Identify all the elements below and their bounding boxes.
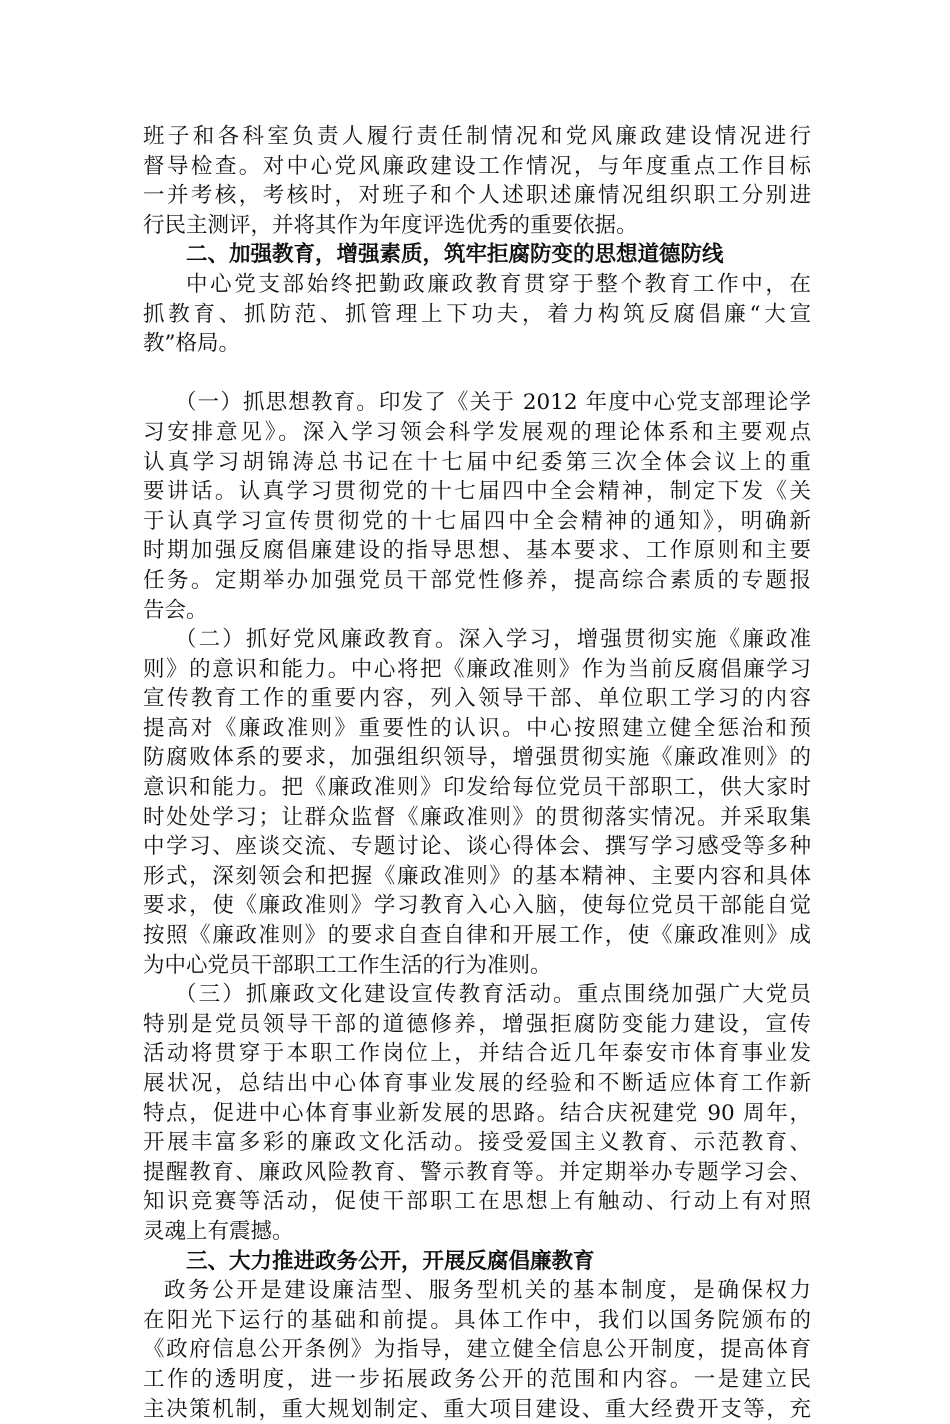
paragraph-line: 为中心党员干部职工工作生活的行为准则。 [143,952,552,978]
paragraph-line: 要讲话。认真学习贯彻党的十七届四中全会精神，制定下发《关 [143,479,811,505]
paragraph-line: 活动将贯穿于本职工作岗位上，并结合近几年泰安市体育事业发 [143,1041,811,1067]
paragraph-line: 展状况，总结出中心体育事业发展的经验和不断适应体育工作新 [143,1071,811,1096]
paragraph-line: 行民主测评，并将其作为年度评选优秀的重要依据。 [143,212,638,238]
paragraph-line: 中心党支部始终把勤政廉政教育贯穿于整个教育工作中，在 [186,271,811,297]
paragraph-line: 提高对《廉政准则》重要性的认识。中心按照建立健全惩治和预 [143,715,811,741]
paragraph-line: 特点，促进中心体育事业新发展的思路。结合庆祝建党 90 周年， [143,1100,811,1126]
paragraph-line: 防腐败体系的要求，加强组织领导，增强贯彻实施《廉政准则》的 [143,745,811,771]
paragraph-line: 《政府信息公开条例》为指导，建立健全信息公开制度，提高体育 [143,1337,811,1363]
paragraph-line: 习安排意见》。深入学习领会科学发展观的理论体系和主要观点 [143,419,811,445]
paragraph-line: 灵魂上有震撼。 [143,1218,294,1244]
paragraph-line: 于认真学习宣传贯彻党的十七届四中全会精神的通知》，明确新 [143,508,811,534]
paragraph-line: 抓教育、抓防范、抓管理上下功夫，着力构筑反腐倡廉“大宣 [143,301,811,327]
paragraph-line: 提醒教育、廉政风险教育、警示教育等。并定期举办专题学习会、 [143,1159,811,1185]
paragraph-line: 知识竞赛等活动，促使干部职工在思想上有触动、行动上有对照 [143,1189,811,1215]
paragraph-line: 任务。定期举办加强党员干部党性修养，提高综合素质的专题报 [143,567,811,593]
paragraph-line: 工作的透明度，进一步拓展政务公开的范围和内容。一是建立民 [143,1366,811,1392]
paragraph-line: 要求，使《廉政准则》学习教育入心入脑，使每位党员干部能自觉 [143,893,811,919]
paragraph-line: 开展丰富多彩的廉政文化活动。接受爱国主义教育、示范教育、 [143,1130,811,1156]
paragraph-line: 时期加强反腐倡廉建设的指导思想、基本要求、工作原则和主要 [143,538,811,564]
paragraph-line: 班子和各科室负责人履行责任制情况和党风廉政建设情况进行 [143,124,811,149]
paragraph-line: 中学习、座谈交流、专题讨论、谈心得体会、撰写学习感受等多种 [143,834,811,860]
section-heading: 三、大力推进政务公开，开展反腐倡廉教育 [186,1248,595,1274]
paragraph-line: 在阳光下运行的基础和前提。具体工作中，我们以国务院颁布的 [143,1307,811,1333]
paragraph-line: 则》的意识和能力。中心将把《廉政准则》作为当前反腐倡廉学习 [143,656,811,682]
paragraph-line: 时处处学习；让群众监督《廉政准则》的贯彻落实情况。并采取集 [143,804,811,830]
paragraph-line: （二）抓好党风廉政教育。深入学习，增强贯彻实施《廉政准 [175,627,811,653]
paragraph-line: 宣传教育工作的重要内容，列入领导干部、单位职工学习的内容 [143,686,811,712]
document-body [143,122,811,1424]
blank-line [143,359,811,389]
paragraph-line: 认真学习胡锦涛总书记在十七届中纪委第三次全体会议上的重 [143,449,811,475]
paragraph-line: 形式，深刻领会和把握《廉政准则》的基本精神、主要内容和具体 [143,863,811,889]
paragraph-line: 告会。 [143,597,208,623]
paragraph-line: （一）抓思想教育。印发了《关于 2012 年度中心党支部理论学 [175,390,811,416]
paragraph-line: 政务公开是建设廉洁型、服务型机关的基本制度，是确保权力 [164,1278,811,1304]
paragraph-line: （三）抓廉政文化建设宣传教育活动。重点围绕加强广大党员 [175,982,811,1008]
paragraph-line: 一并考核，考核时，对班子和个人述职述廉情况组织职工分别进 [143,183,811,209]
paragraph-line: 按照《廉政准则》的要求自查自律和开展工作，使《廉政准则》成 [143,923,811,949]
paragraph-line: 主决策机制，重大规划制定、重大项目建设、重大经费开支等，充 [143,1396,811,1422]
paragraph-line: 意识和能力。把《廉政准则》印发给每位党员干部职工，供大家时 [143,775,811,801]
paragraph-line: 教”格局。 [143,331,240,357]
paragraph-line: 督导检查。对中心党风廉政建设工作情况，与年度重点工作目标 [143,153,811,179]
paragraph-line: 特别是党员领导干部的道德修养，增强拒腐防变能力建设，宣传 [143,1011,811,1037]
section-heading: 二、加强教育，增强素质，筑牢拒腐防变的思想道德防线 [186,242,724,268]
